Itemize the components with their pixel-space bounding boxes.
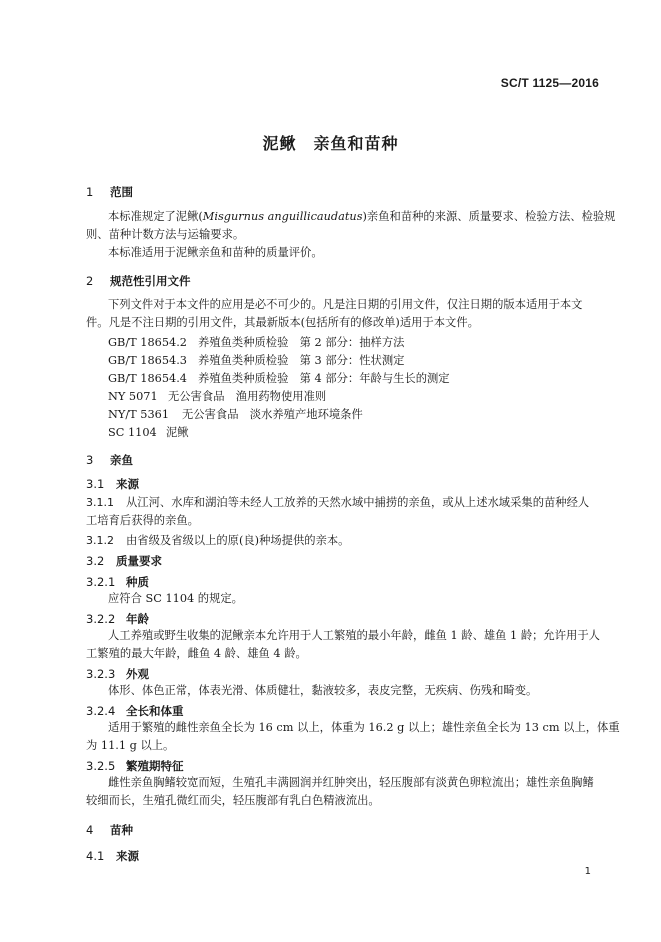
section-2-heading: 2 规范性引用文件: [86, 274, 191, 288]
clause-3-1-1-line-2: 工培育后获得的亲鱼。: [86, 514, 199, 527]
clause-3-1-1-line-1: 3.1.1 从江河、水库和湖泊等未经人工放养的天然水域中捕捞的亲鱼，或从上述水域采集的苗种经人: [86, 496, 590, 509]
clause-3-1-2: 3.1.2 由省级及省级以上的原(良)种场提供的亲本。: [86, 534, 350, 547]
section-3-2-5-heading: 3.2.5 繁殖期特征: [86, 759, 184, 773]
clause-3-2-4-line-2: 为 11.1 g 以上。: [86, 739, 175, 752]
standard-code: SC/T 1125—2016: [500, 76, 599, 90]
section-3-heading: 3 亲鱼: [86, 453, 133, 467]
section-4-1-heading: 4.1 来源: [86, 849, 139, 863]
document-title: 泥鳅 亲鱼和苗种: [262, 134, 399, 153]
clause-3-2-2-line-1: 人工养殖或野生收集的泥鳅亲本允许用于人工繁殖的最小年龄，雌鱼 1 龄、雄鱼 1 龄；允许用于人: [108, 629, 600, 642]
section-3-2-1-heading: 3.2.1 种质: [86, 575, 149, 589]
reference-item: SC 1104 泥鳅: [108, 426, 189, 439]
section-1-heading: 1 范围: [86, 185, 133, 199]
section-4-heading: 4 苗种: [86, 823, 133, 837]
reference-item: NY/T 5361 无公害食品 淡水养殖产地环境条件: [108, 408, 363, 421]
section-1-para-2: 本标准适用于泥鳅亲鱼和苗种的质量评价。: [108, 246, 323, 259]
reference-item: GB/T 18654.3 养殖鱼类种质检验 第 3 部分：性状测定: [108, 354, 405, 367]
section-2-para-line-2: 件。凡是不注日期的引用文件，其最新版本(包括所有的修改单)适用于本文件。: [86, 316, 479, 329]
reference-item: GB/T 18654.2 养殖鱼类种质检验 第 2 部分：抽样方法: [108, 336, 405, 349]
page-number: 1: [584, 866, 591, 877]
section-3-1-heading: 3.1 来源: [86, 477, 139, 491]
section-3-2-2-heading: 3.2.2 年龄: [86, 612, 149, 626]
latin-species-name: Misgurnus anguillicaudatus: [202, 210, 363, 223]
clause-3-2-4-line-1: 适用于繁殖的雌性亲鱼全长为 16 cm 以上，体重为 16.2 g 以上；雄性亲鱼全长为 13 cm 以上，体重: [108, 721, 620, 734]
section-1-para-1-line-2: 则、苗种计数方法与运输要求。: [86, 228, 245, 241]
clause-3-2-5-line-2: 较细而长，生殖孔微红而尖，轻压腹部有乳白色精液流出。: [86, 794, 380, 807]
section-3-2-3-heading: 3.2.3 外观: [86, 667, 149, 681]
section-3-2-4-heading: 3.2.4 全长和体重: [86, 704, 184, 718]
clause-3-2-3-text: 体形、体色正常，体表光滑、体质健壮，黏液较多，表皮完整，无疾病、伤残和畸变。: [108, 684, 538, 697]
clause-3-2-2-line-2: 工繁殖的最大年龄，雌鱼 4 龄、雄鱼 4 龄。: [86, 647, 307, 660]
section-1-para-1-line-1: 本标准规定了泥鳅(Misgurnus anguillicaudatus)亲鱼和苗种的来源、质量要求、检验方法、检验规: [108, 210, 616, 223]
clause-3-2-1-text: 应符合 SC 1104 的规定。: [108, 592, 243, 605]
reference-item: GB/T 18654.4 养殖鱼类种质检验 第 4 部分：年龄与生长的测定: [108, 372, 450, 385]
section-2-para-line-1: 下列文件对于本文件的应用是必不可少的。凡是注日期的引用文件，仅注日期的版本适用于本文: [108, 298, 583, 311]
reference-item: NY 5071 无公害食品 渔用药物使用准则: [108, 390, 327, 403]
clause-3-2-5-line-1: 雌性亲鱼胸鳍较宽而短，生殖孔丰满圆润并红肿突出，轻压腹部有淡黄色卵粒流出；雄性亲鱼胸鳍: [108, 776, 594, 789]
section-3-2-heading: 3.2 质量要求: [86, 554, 162, 568]
